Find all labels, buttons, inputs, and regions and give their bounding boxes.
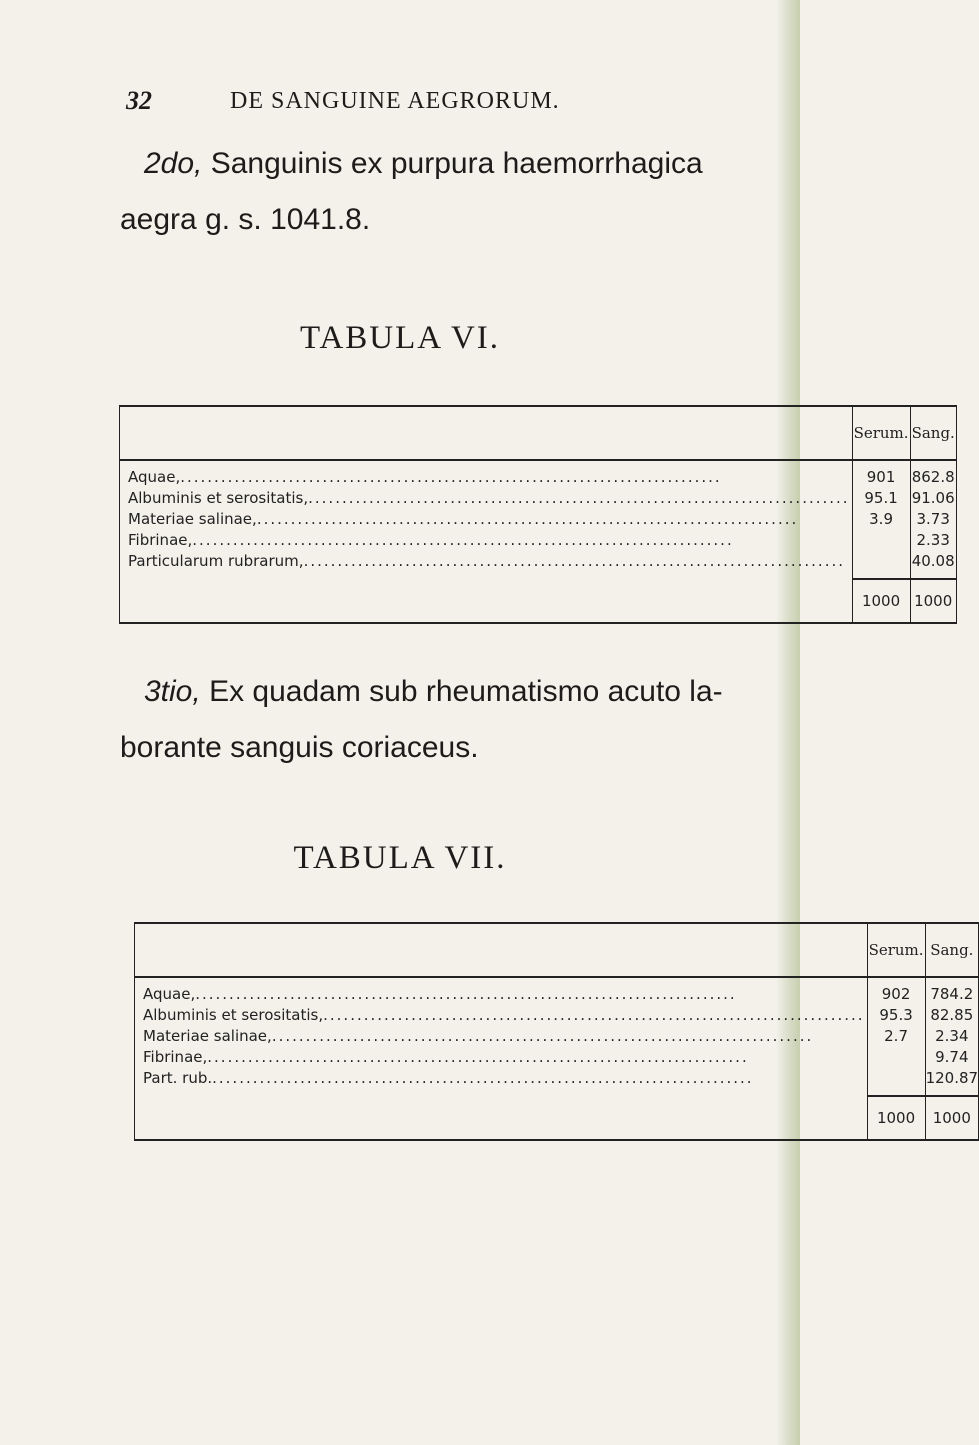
- table-row: [128, 467, 850, 488]
- table-7-serum-total: 1000: [867, 1096, 925, 1140]
- sang-value: 3.73: [916, 510, 950, 528]
- serum-value: 902: [881, 985, 911, 1003]
- table-6-serum-column: [852, 460, 910, 579]
- table-7-header-row: [135, 923, 979, 977]
- page-number: 32: [126, 86, 152, 115]
- row-label: Fibrinae,: [143, 1048, 208, 1066]
- table-6-header-sang: Sang.: [910, 406, 956, 460]
- serum-value: [853, 551, 910, 572]
- section-2-line-1: Sanguinis ex purpura haemorrhagica: [210, 147, 703, 180]
- serum-value: 901: [866, 468, 896, 486]
- table-row: [143, 1026, 865, 1047]
- table-7-body: [135, 977, 979, 1096]
- table-7-title: TABULA VII.: [293, 840, 507, 876]
- serum-value: 95.3: [879, 1006, 913, 1024]
- section-2-ordinal: 2do,: [144, 147, 203, 180]
- row-label: Materiae salinae,: [128, 510, 257, 528]
- section-3-paragraph: [120, 664, 760, 776]
- table-6-total-row: [120, 579, 957, 623]
- table-row: [143, 984, 865, 1005]
- sang-value: 784.2: [930, 985, 974, 1003]
- table-6-sang-column: [910, 460, 956, 579]
- table-6-serum-total: 1000: [852, 579, 910, 623]
- table-row: [143, 1047, 865, 1068]
- table-7-label-column: [135, 977, 868, 1096]
- table-7-serum-column: [867, 977, 925, 1096]
- sang-value: 40.08: [911, 552, 955, 570]
- sang-value: 2.33: [916, 531, 950, 549]
- table-6-label-column: [120, 460, 853, 579]
- table-6: [119, 405, 957, 624]
- row-label: Materiae salinae,: [143, 1027, 272, 1045]
- table-7-header-serum: Serum.: [867, 923, 925, 977]
- section-3-line-1: Ex quadam sub rheumatismo acuto la-: [209, 675, 723, 708]
- table-row: [128, 509, 850, 530]
- sang-value: 9.74: [935, 1048, 969, 1066]
- serum-value: [868, 1047, 925, 1068]
- row-label: Fibrinae,: [128, 531, 193, 549]
- row-label: Aquae,: [128, 468, 181, 486]
- table-6-body: [120, 460, 957, 579]
- section-3-line-2: borante sanguis coriaceus.: [120, 731, 479, 764]
- section-2-line-2: aegra g. s. 1041.8.: [120, 203, 371, 236]
- sang-value: 2.34: [935, 1027, 969, 1045]
- table-row: [128, 530, 850, 551]
- sang-value: 120.87: [925, 1069, 979, 1087]
- table-6-header-label: [120, 406, 853, 460]
- table-6-header-row: [120, 406, 957, 460]
- serum-value: 2.7: [884, 1027, 908, 1045]
- serum-value: [853, 530, 910, 551]
- row-label: Albuminis et serositatis,: [128, 489, 309, 507]
- table-row: [128, 488, 850, 509]
- table-row: [128, 551, 850, 572]
- page-edge-shadow: [776, 0, 800, 1445]
- table-7-total-row: [135, 1096, 979, 1140]
- row-label: Aquae,: [143, 985, 196, 1003]
- serum-value: 3.9: [869, 510, 893, 528]
- sang-value: 91.06: [911, 489, 955, 507]
- section-2-paragraph: [120, 136, 760, 248]
- table-7-header-label: [135, 923, 868, 977]
- section-3-ordinal: 3tio,: [144, 675, 201, 708]
- running-title: DE SANGUINE AEGRORUM.: [230, 88, 560, 114]
- row-label: Albuminis et serositatis,: [143, 1006, 324, 1024]
- table-7-sang-column: [925, 977, 979, 1096]
- row-label: Particularum rubrarum,: [128, 552, 304, 570]
- table-7: [134, 922, 979, 1141]
- serum-value: [868, 1068, 925, 1089]
- table-6-sang-total: 1000: [910, 579, 956, 623]
- table-7-sang-total: 1000: [925, 1096, 979, 1140]
- table-6-title: TABULA VI.: [299, 320, 501, 356]
- table-6-header-serum: Serum.: [852, 406, 910, 460]
- table-7-header-sang: Sang.: [925, 923, 979, 977]
- table-row: [143, 1068, 865, 1089]
- table-row: [143, 1005, 865, 1026]
- row-label: Part. rub.: [143, 1069, 213, 1087]
- running-head: [126, 86, 766, 126]
- sang-value: 82.85: [930, 1006, 974, 1024]
- sang-value: 862.8: [911, 468, 955, 486]
- serum-value: 95.1: [864, 489, 898, 507]
